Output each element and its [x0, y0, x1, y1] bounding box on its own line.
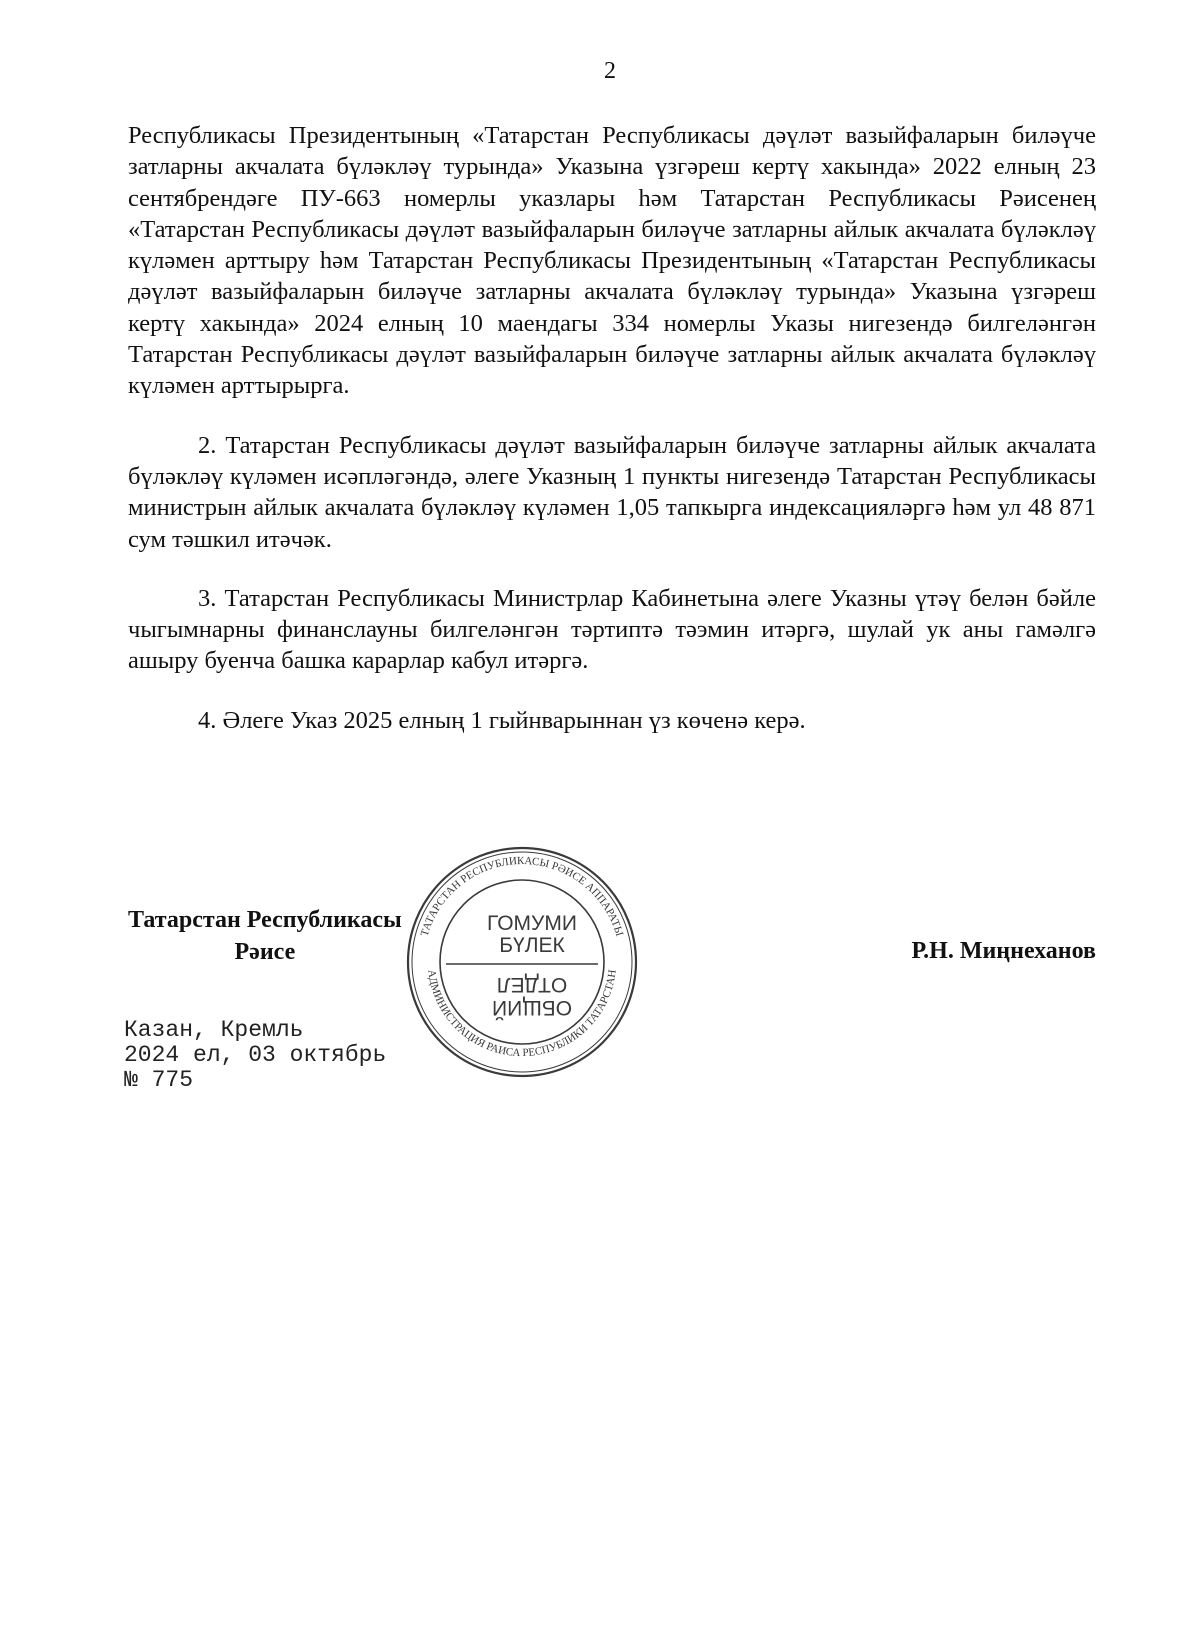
seal-outer-circle [408, 848, 636, 1076]
paragraph-gap [128, 555, 1096, 583]
paragraph-gap [128, 677, 1096, 705]
issue-place: Казан, Кремль [124, 1017, 304, 1043]
paragraph-4: 4. Әлеге Указ 2025 елның 1 гыйнварыннан үз көченә керә. [198, 706, 806, 734]
paragraph-3: 3. Татарстан Республикасы Министрлар Кабинетына әлеге Указны үтәү белән бәйле чыгымнарны финанслауны билгеләнгән тәртиптә тәэмин итәргә, шулай ук аны гамәлгә ашыру буенча башка карарлар кабул итәргә. [128, 584, 1096, 675]
seal-line-gomumi: ГОМУМИ [487, 912, 577, 935]
issue-details [124, 1018, 386, 1093]
signatory-title-line2: Рәисе [234, 939, 296, 965]
seal-graphic [404, 844, 640, 1080]
signatory-title [128, 904, 402, 968]
page-number: 2 [604, 58, 616, 84]
paragraph-2: 2. Татарстан Республикасы дәүләт вазыйфаларын биләүче затларны айлык акчалата бүләкләү күләмен исәпләгәндә, әлеге Указның 1 пункты нигезендә Татарстан Республикасы министрын айлык акчалата бүләкләү күләмен 1,05 тапкырга индексацияләргә һәм ул 48 871 сум тәшкил итәчәк. [128, 431, 1096, 553]
paragraph-gap [128, 402, 1096, 430]
issue-date: 2024 ел, 03 октябрь [124, 1042, 387, 1068]
signatory-name: Р.Н. Миңнеханов [911, 938, 1096, 964]
official-seal-stamp [404, 844, 640, 1080]
seal-line-bulek: БҮЛЕК [499, 934, 565, 957]
paragraph-1-continuation: Республикасы Президентының «Татарстан Республикасы дәүләт вазыйфаларын биләүче затларны акчалата бүләкләү турында» Указына үзгәреш кертү хакында» 2022 елның 23 сентябрендәге ПУ-663 номерлы указлары һәм Татарстан Республикасы Рәисенең «Татарстан Республикасы дәүләт вазыйфаларын биләүче затларны айлык акчалата бүләкләү күләмен арттыру һәм Татарстан Республикасы Президентының «Татарстан Республикасы дәүләт вазыйфаларын биләүче затларны акчалата бүләкләү турында» Указына үзгәреш кертү хакында» 2024 елның 10 маендагы 334 номерлы Указы нигезендә билгеләнгән Татарстан Республикасы дәүләт вазыйфаларын биләүче затларны айлык акчалата бүләкләү күләмен арттырырга. [128, 122, 1096, 400]
signatory-title-line1: Татарстан Республикасы [128, 907, 402, 933]
seal-outer-circle-inner [412, 852, 632, 1072]
seal-ring-text-tatar: ТАТАРСТАН РЕСПУБЛИКАСЫ РӘИСЕ АППАРАТЫ [418, 854, 626, 938]
decree-body [128, 120, 1096, 736]
issue-number: № 775 [124, 1067, 194, 1093]
seal-line-otdel: ОТДЕЛ [496, 973, 568, 996]
seal-ring-text-russian: АДМИНИСТРАЦИЯ РАИСА РЕСПУБЛИКИ ТАТАРСТАН [425, 968, 619, 1060]
seal-line-obshchiy: ОБЩИЙ [492, 996, 572, 1019]
